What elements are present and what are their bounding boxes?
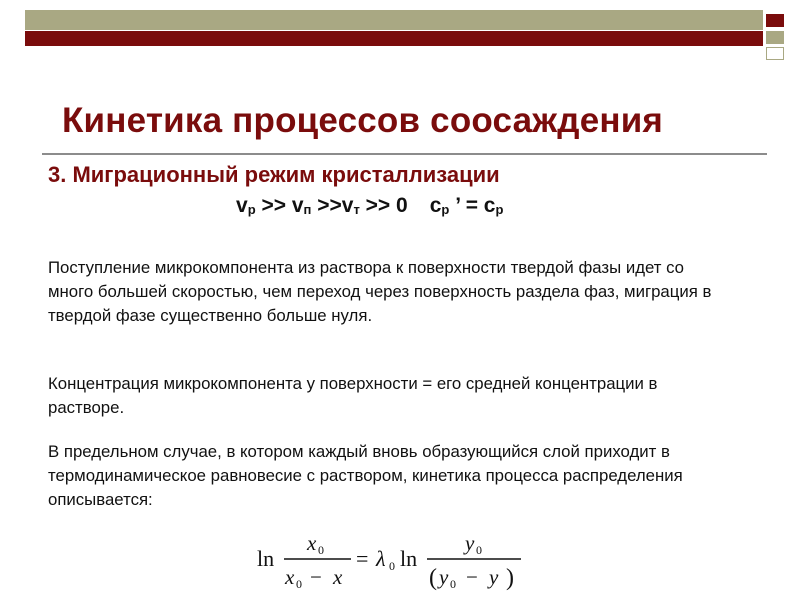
formula-num-x: x [307, 531, 317, 555]
conc-sub-r1: р [441, 202, 450, 217]
speed-v2: v [291, 194, 304, 217]
formula-num-y: y [465, 531, 475, 555]
formula-num-x-sub: 0 [318, 543, 324, 557]
distribution-formula [255, 524, 535, 596]
formula-rparen: ) [506, 565, 514, 591]
formula-den-minus-right: − [466, 565, 478, 589]
formula-den-minus: − [310, 565, 322, 589]
header-band-dark [25, 31, 763, 46]
corner-square-outline [766, 47, 784, 60]
speed-v3: v [341, 194, 354, 217]
slide-subtitle: 3. Миграционный режим кристаллизации [48, 162, 500, 187]
formula-num-y-sub: 0 [476, 543, 482, 557]
speed-gg1: >> [255, 194, 292, 217]
speed-sub-p: п [303, 202, 312, 217]
conc-prime-eq: ’ = c [449, 194, 496, 217]
formula-lambda-sub: 0 [389, 559, 395, 573]
corner-square-dark [766, 14, 784, 27]
formula-den-x: x [333, 565, 343, 589]
formula-lambda: λ [376, 546, 386, 571]
slide-title: Кинетика процессов соосаждения [62, 101, 664, 140]
conc-c1: c [429, 194, 442, 217]
speed-sub-t: т [353, 202, 360, 217]
formula-equals: = [356, 546, 369, 571]
formula-den-x0-sub: 0 [296, 577, 302, 591]
speed-v1: v [236, 194, 248, 217]
speed-relation [236, 194, 503, 218]
speed-tail: >> 0 [359, 194, 408, 217]
formula-ln-right: ln [400, 546, 418, 571]
header-band-olive [25, 10, 763, 30]
formula-den-x0: x [285, 565, 295, 589]
formula-ln-left: ln [257, 546, 275, 571]
formula-den-y: y [489, 565, 499, 589]
corner-square-olive [766, 31, 784, 44]
paragraph-transport: Поступление микрокомпонента из раствора к поверхности твердой фазы идет со много большей скоростью, чем переход через поверхность раздела фаз, миграция в твердой фазе существенно больше нуля. [48, 258, 712, 325]
speed-gg2: >> [311, 194, 342, 217]
paragraph-concentration: Концентрация микрокомпонента у поверхности = его средней концентрации в растворе. [48, 374, 658, 417]
formula-den-y0: y [439, 565, 449, 589]
paragraph-limit-case: В предельном случае, в котором каждый вновь образующийся слой приходит в термодинамическое равновесие с раствором, кинетика процесса распределения описывается: [48, 442, 683, 509]
title-divider [42, 153, 767, 155]
conc-sub-r2: р [495, 202, 504, 217]
speed-sub-r: р [247, 202, 256, 217]
formula-lparen: ( [429, 565, 437, 591]
formula-den-y0-sub: 0 [450, 577, 456, 591]
